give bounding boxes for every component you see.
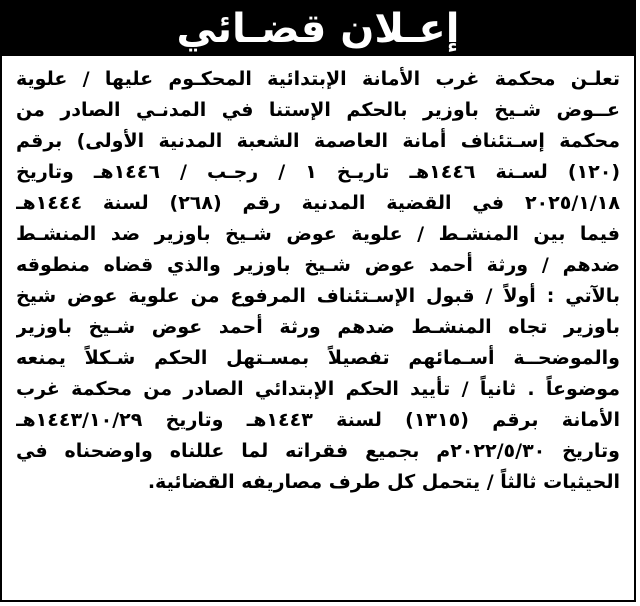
body-line: الأمانة برقم (١٣١٥) لسنة ١٤٤٣هـ وتاريخ ١٤٤٣/١٠/٢٩هـ (16, 409, 620, 431)
notice-body (16, 64, 620, 594)
body-line: محكمة إسـتئناف أمانة العاصمة الشعبة المدنية الأولى) برقم (16, 130, 620, 152)
body-line: ضدهم / ورثة أحمد عوض شـيخ باوزير والذي قضاه منطوقه (16, 254, 620, 276)
body-line: (١٢٠) لسـنة ١٤٤٦هـ تاريـخ ١ / رجـب / ١٤٤٦هـ وتاريخ (16, 161, 620, 183)
body-line: وتاريخ ٢٠٢٢/٥/٣٠م بجميع فقراته لما عللناه واوضحناه في (16, 440, 620, 462)
body-line: الحيثيات ثالثاً / يتحمل كل طرف مصاريفه القضائية. (147, 471, 620, 493)
body-line: موضوعاً . ثانياً / تأييد الحكم الإبتدائي الصادر من محكمة غرب (16, 378, 620, 400)
body-line: ٢٠٢٥/١/١٨ في القضية المدنية رقم (٢٦٨) لسنة ١٤٤٤هـ (16, 192, 620, 214)
body-line: باوزير تجاه المنشـط ضدهم ورثة أحمد عوض شـيخ باوزير (16, 316, 620, 338)
body-line: بالآتي : أولاً / قبول الإسـتئناف المرفوع من علوية عوض شيخ (16, 285, 620, 307)
notice-title: إعـلان قضـائي (176, 6, 460, 52)
body-line: والموضحــة أسـمائهم تفصيلاً بمسـتهل الحكم شـكلاً يمنعه (16, 347, 620, 369)
notice-header (2, 2, 634, 56)
body-line: عــوض شـيخ باوزير بالحكم الإستنا في المدنـي الصادر من (16, 99, 620, 121)
body-line: تعلـن محكمة غرب الأمانة الإبتدائية المحكـوم عليها / علوية (16, 68, 620, 90)
body-line: فيما بين المنشـط / علوية عوض شـيخ باوزير ضد المنشـط (16, 223, 620, 245)
